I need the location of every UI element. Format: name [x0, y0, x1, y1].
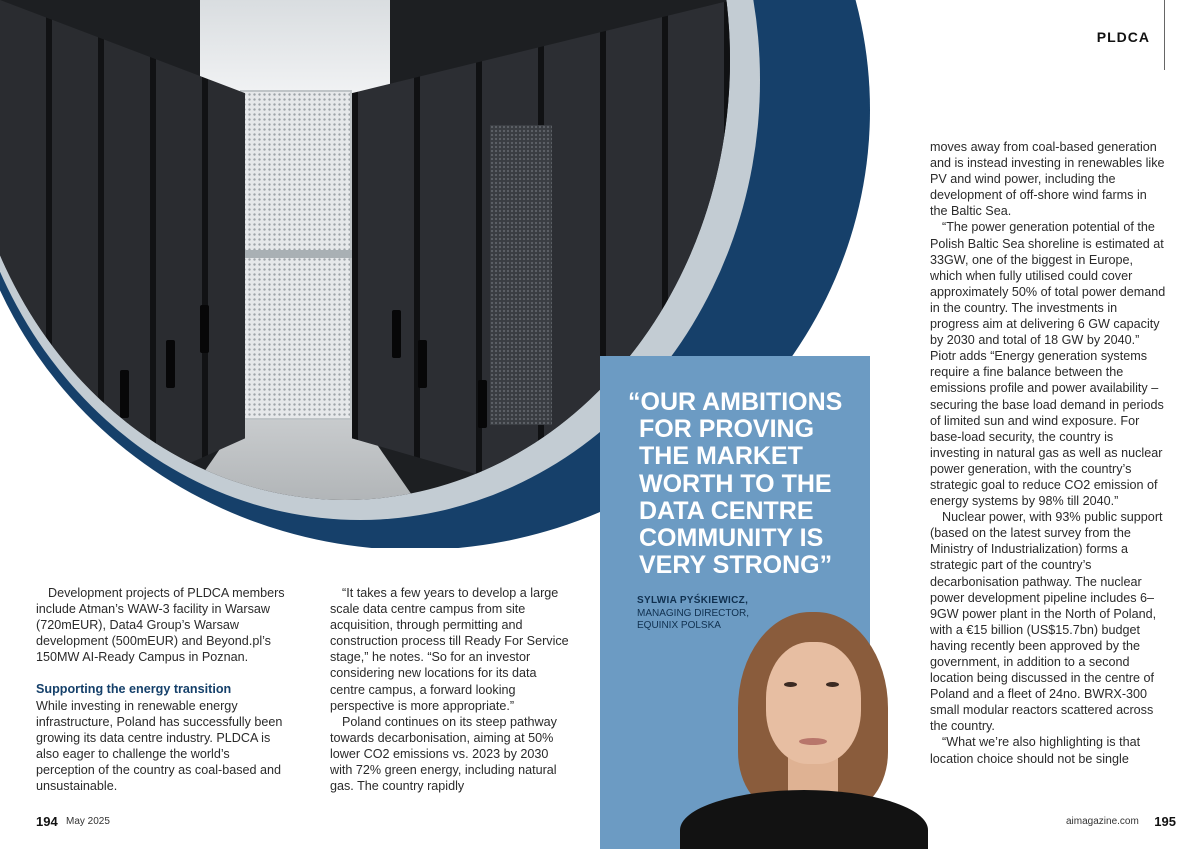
rack-handle	[166, 340, 175, 388]
site-url: aimagazine.com	[1066, 816, 1139, 827]
text-column-2	[330, 585, 570, 794]
speaker-portrait	[680, 612, 928, 849]
portrait-eye	[784, 682, 797, 687]
paragraph: While investing in renewable energy infrastructure, Poland has successfully been growing its data centre industry. PLDCA is also eager to challenge the world’s perception of the country as coal-based and unsustainable.	[36, 698, 283, 794]
paragraph: moves away from coal-based generation and is instead investing in renewables like PV and wind power, including the development of off-shore wind farms in the Baltic Sea.	[930, 140, 1165, 219]
rack-handle	[392, 310, 401, 358]
rack-handle	[478, 380, 487, 428]
grille-crossbar	[240, 250, 352, 258]
portrait-eye	[826, 682, 839, 687]
text-column-1	[36, 585, 291, 794]
paragraph: “It takes a few years to develop a large scale data centre campus from site acquisition, through permitting and construction process till Ready For Service stage,” he notes. “So for an investor considering new locations for its data centre campus, a forward looking perspective is more appropriate.”	[330, 586, 569, 713]
speaker-name: SYLWIA PYŚKIEWICZ,	[637, 595, 749, 606]
rack-handle	[418, 340, 427, 388]
speaker-company: EQUINIX POLSKA	[637, 620, 721, 631]
speaker-role: MANAGING DIRECTOR,	[637, 607, 750, 619]
right-page-number: 195	[1154, 814, 1176, 829]
portrait-lips	[799, 738, 827, 745]
paragraph: “The power generation potential of the Polish Baltic Sea shoreline is estimated at 33GW, one of the biggest in Europe, which when fully utilised could cover approximately 50% of total power demand in the country. The investments in progress aim at delivering 6 GW capacity by 2030 and total of 18 GW by 2040.” Piotr adds “Energy generation systems require a fine balance between the emissions profile and power availability – securing the base load demand in periods of limited sun and wind exposure. For base-load security, the country is investing in natural gas as well as nuclear power generation, with the country’s strategic goal to reduce CO2 emission of energy systems by 98% till 2040.”	[930, 220, 1166, 509]
issue-date: May 2025	[66, 816, 110, 827]
portrait-face	[766, 642, 861, 764]
paragraph: Poland continues on its steep pathway towards decarbonisation, aiming at 50% lower CO2 emissions vs. 2023 by 2030 with 72% green energy, including natural gas. The country rapidly	[330, 714, 557, 794]
pullquote-text: “OUR AMBITIONS FOR PROVING THE MARKET WORTH TO THE DATA CENTRE COMMUNITY IS VERY STRONG”	[628, 388, 843, 580]
section-subheading: Supporting the energy transition	[36, 682, 232, 697]
paragraph: “What we’re also highlighting is that location choice should not be single	[930, 735, 1141, 766]
paragraph: Development projects of PLDCA members include Atman’s WAW-3 facility in Warsaw (720mEUR), Data4 Group’s Warsaw development (500mEUR) and Beyond.pl’s 150MW AI-Ready Campus in Poznan.	[36, 586, 285, 665]
paragraph: Nuclear power, with 93% public support (based on the latest survey from the Ministry of Industrialization) forms a strategic part of the country’s decarbonisation pathway. The nuclear power development pipeline includes 6–9GW power plant in the North of Poland, with a €15 billion (US$15.7bn) budget having recently been approved by the government, in addition to a second location being discussed in the centre of Poland and a fleet of 24no. BWRX-300 small modular reactors scattered across the country.	[930, 510, 1163, 734]
left-page-number: 194	[36, 814, 58, 829]
rack-handle	[120, 370, 129, 418]
text-column-3	[930, 139, 1166, 767]
brand-label: PLDCA	[1096, 29, 1150, 45]
portrait-dress	[680, 790, 928, 849]
header-divider	[1164, 0, 1165, 70]
rack-handle	[200, 305, 209, 353]
rack-mesh-door	[490, 125, 552, 425]
